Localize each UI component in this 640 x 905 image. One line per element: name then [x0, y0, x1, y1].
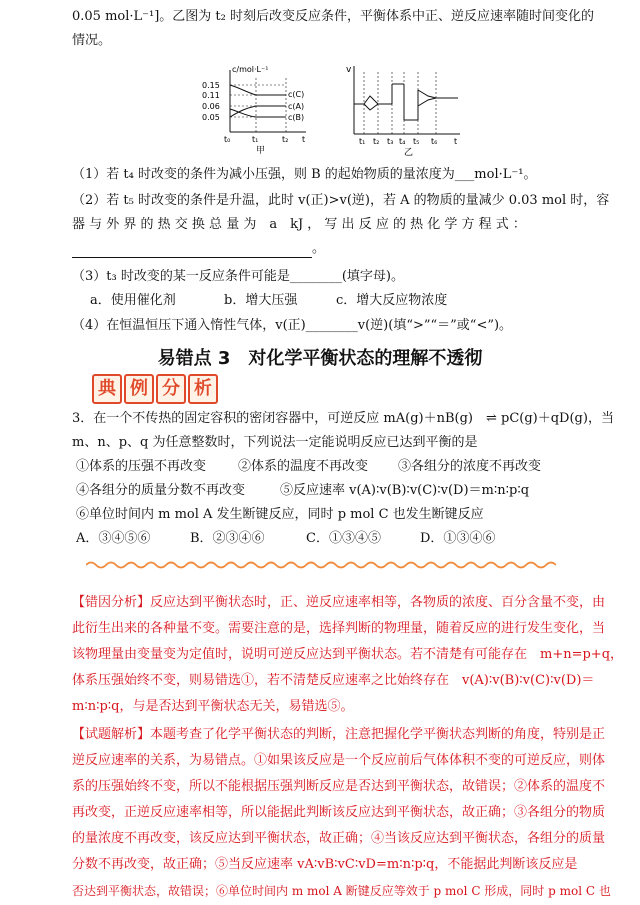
jia-xtick-1: t₁ [252, 135, 259, 144]
badge-char-4: 析 [188, 374, 218, 404]
jia-xtick-3: t [302, 135, 306, 144]
analysis-line-3: 该物理量由变量变为定值时，说明可逆反应达到平衡状态。若不清楚有可能存在 m+n=p+q， [72, 647, 624, 662]
jia-ytick-2: 0.06 [202, 102, 220, 111]
yi-caption: 乙 [404, 148, 414, 156]
question-2-line-1: （2）若 t₅ 时改变的条件是升温，此时 v(正)>v(逆)，若 A 的物质的量减少 0.03 mol 时，容 [72, 193, 610, 208]
intro-line-1: 0.05 mol·L⁻¹]。乙图为 t₂ 时刻后改变反应条件，平衡体系中正、逆反应速率随时间变化的 [72, 9, 594, 24]
badge-char-3: 分 [156, 374, 186, 404]
figure-jia [196, 64, 336, 154]
jia-ytick-0: 0.15 [202, 81, 220, 90]
problem-statement-5: ⑤反应速率 v(A)∶v(B)∶v(C)∶v(D)＝m∶n∶p∶q [280, 483, 530, 498]
problem-line-1: 3．在一个不传热的固定容积的密闭容器中，可逆反应 mA(g)＋nB(g) ⇌ pC(g)＋qD(g)，当 [72, 411, 614, 426]
example-analysis-badge [92, 374, 218, 404]
jia-ytick-3: 0.05 [202, 113, 220, 122]
yi-xtick-5: t₆ [431, 137, 438, 146]
jia-xtick-0: t₀ [224, 135, 231, 144]
jia-caption: 甲 [256, 146, 266, 154]
problem-statement-3: ③各组分的浓度不再改变 [398, 459, 542, 474]
choice-d: D．①③④⑥ [420, 531, 496, 546]
answer-blank [72, 243, 312, 258]
badge-char-1: 典 [92, 374, 122, 404]
yi-xtick-4: t₅ [413, 137, 420, 146]
yi-xtick-1: t₂ [373, 137, 380, 146]
problem-line-2: m、n、p、q 为任意整数时，下列说法一定能说明反应已达到平衡的是 [72, 435, 478, 450]
choice-a: A．③④⑤⑥ [76, 531, 151, 546]
analysis-line-2: 此衍生出来的各种量不变。需要注意的是，选择判断的物理量，随着反应的进行发生变化，当 [72, 621, 606, 636]
section-title: 易错点 3 对化学平衡状态的理解不透彻 [157, 348, 483, 369]
question-3-option-a: a．使用催化剂 [90, 293, 176, 308]
problem-statement-6: ⑥单位时间内 m mol A 发生断键反应，同时 p mol C 也发生断键反应 [76, 507, 484, 522]
analysis-line-4: 体系压强始终不变，则易错选①，若不清楚反应速率之比始终存在 v(A)∶v(B)∶v(C)∶v(D)＝ [72, 673, 595, 688]
solution-line-6: 分数不再改变，故正确；⑤当反应速率 vA∶vB∶vC∶vD=m∶n∶p∶q，不能据此判断该反应是 [72, 857, 578, 872]
solution-line-7: 否达到平衡状态，故错误；⑥单位时间内 m mol A 断键反应等效于 p mol C 形成，同时 p mol C 也 [72, 884, 611, 898]
solution-line-5: 的量浓度不再改变，该反应达到平衡状态，故正确；④当该反应达到平衡状态，各组分的质量 [72, 831, 606, 846]
solution-line-3: 系的压强始终不变，所以不能根据压强判断反应是否达到平衡状态，故错误；②体系的温度不 [72, 779, 606, 794]
intro-line-2: 情况。 [72, 33, 112, 48]
question-3: （3）t₃ 时改变的某一反应条件可能是________(填字母)。 [72, 269, 404, 284]
problem-statement-1: ①体系的压强不再改变 [76, 459, 207, 474]
figure-yi [342, 60, 472, 156]
question-2-line-2: 器 与 外 界 的 热 交 换 总 量 为 a kJ ， 写 出 反 应 的 热 化 学 方 程 式 ： [72, 217, 526, 232]
badge-char-2: 例 [124, 374, 154, 404]
analysis-line-5: m∶n∶p∶q，与是否达到平衡状态无关，易错选⑤。 [72, 699, 354, 714]
jia-ytick-1: 0.11 [202, 91, 220, 100]
problem-statement-2: ②体系的温度不再改变 [238, 459, 369, 474]
solution-line-1: 【试题解析】本题考查了化学平衡状态的判断，注意把握化学平衡状态判断的角度，特别是正 [72, 727, 606, 742]
choice-c: C．①③④⑤ [306, 531, 381, 546]
question-2-period: 。 [312, 241, 326, 256]
question-3-option-c: c．增大反应物浓度 [336, 293, 448, 308]
jia-curve-label-b: c(B) [288, 113, 305, 122]
question-2-line-3 [72, 240, 325, 258]
solution-line-4: 再改变，正逆反应速率相等，所以能据此判断该反应达到平衡状态，故正确；③各组分的物质 [72, 805, 606, 820]
problem-statement-4: ④各组分的质量分数不再改变 [76, 483, 246, 498]
solution-line-2: 逆反应速率的关系，为易错点。①如果该反应是一个反应前后气体体积不变的可逆反应，则体 [72, 753, 606, 768]
jia-curve-label-c: c(C) [288, 90, 305, 99]
wavy-divider [86, 560, 556, 570]
jia-xtick-2: t₂ [282, 135, 289, 144]
yi-y-axis-label: v [346, 65, 352, 75]
question-1: （1）若 t₄ 时改变的条件为减小压强，则 B 的起始物质的量浓度为___mol·L⁻¹。 [72, 167, 537, 182]
analysis-line-1: 【错因分析】反应达到平衡状态时，正、逆反应速率相等，各物质的浓度、百分含量不变，由 [72, 595, 606, 610]
question-3-option-b: b．增大压强 [224, 293, 298, 308]
yi-xtick-0: t₁ [359, 137, 366, 146]
yi-xtick-6: t [454, 137, 458, 146]
jia-y-axis-label: c/mol·L⁻¹ [232, 65, 269, 74]
jia-curve-label-a: c(A) [288, 102, 305, 111]
choice-b: B．②③④⑥ [190, 531, 265, 546]
yi-xtick-3: t₄ [399, 137, 406, 146]
question-4: （4）在恒温恒压下通入惰性气体，v(正)________v(逆)(填“>”“＝”或“<”)。 [72, 318, 513, 333]
yi-xtick-2: t₃ [387, 137, 394, 146]
